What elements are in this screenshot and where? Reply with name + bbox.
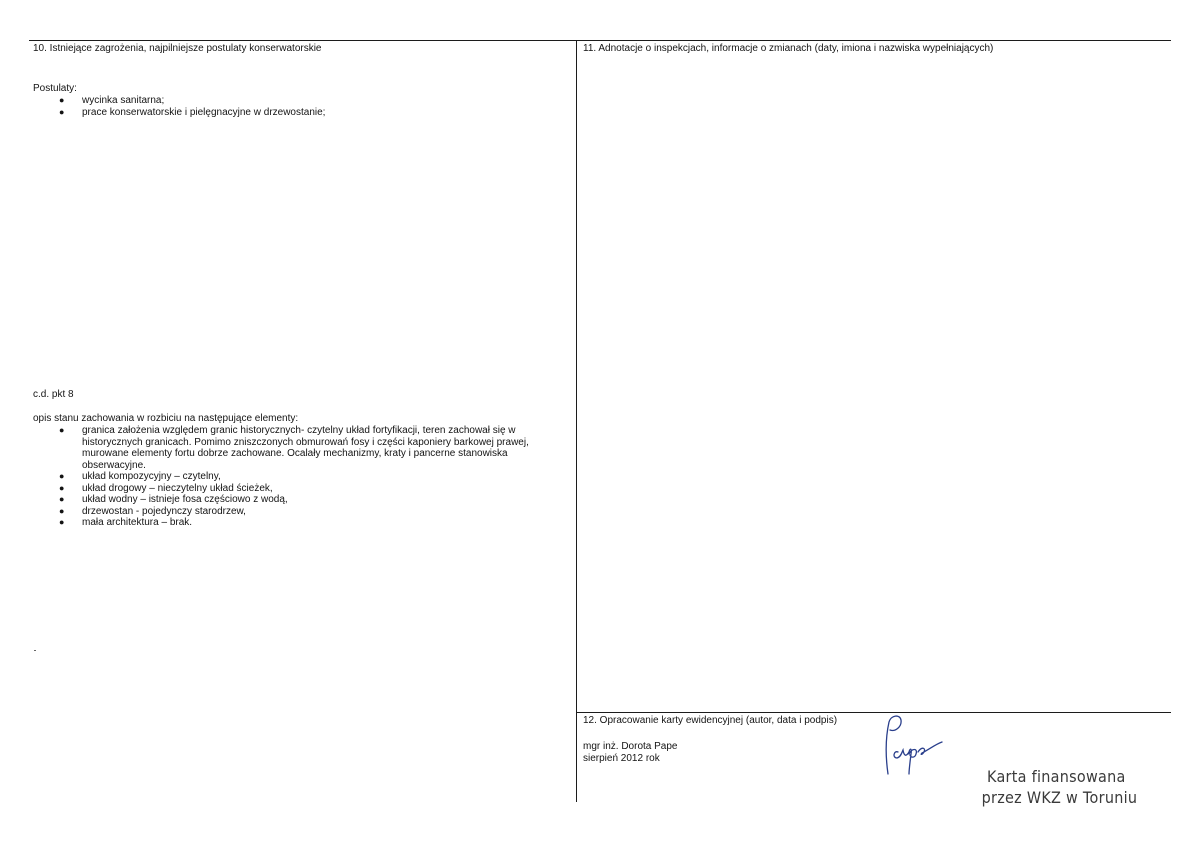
- section12-rule: [576, 712, 1171, 713]
- bullet-icon: ●: [59, 494, 65, 504]
- list-item-text: układ kompozycyjny – czytelny,: [82, 471, 221, 482]
- list-item: [55, 506, 570, 518]
- list-item-text: prace konserwatorskie i pielęgnacyjne w drzewostanie;: [82, 106, 326, 118]
- section10-header: 10. Istniejące zagrożenia, najpilniejsze postulaty konserwatorskie: [33, 43, 322, 54]
- list-item-text: układ drogowy – nieczytelny układ ścieżek,: [82, 482, 273, 494]
- scan-speck: [34, 650, 36, 651]
- list-item-text: mała architektura – brak.: [82, 517, 193, 528]
- list-item-text: wycinka sanitarna;: [82, 95, 165, 106]
- list-item: [55, 95, 565, 107]
- signature-image: [878, 712, 958, 778]
- author-date: sierpień 2012 rok: [583, 753, 660, 764]
- list-item: [55, 471, 570, 483]
- funding-stamp: [981, 766, 1138, 808]
- list-item-text: układ wodny – istnieje fosa częściowo z wodą,: [82, 494, 288, 505]
- bullet-icon: ●: [59, 517, 65, 527]
- top-rule: [29, 40, 1171, 41]
- postulaty-list: [55, 95, 565, 118]
- list-item-text: granica założenia względem granic historycznych- czytelny układ fortyfikacji, teren zachował się w historycznych granicach. Pomimo zniszczonych obmurowań fosy i części kaponiery barkowej prawej, murowane elementy fortu dobrze zachowane. Ocalały mechanizmy, kraty i pancerne stanowiska obserwacyjne.: [82, 425, 529, 471]
- list-item: [55, 107, 565, 119]
- bullet-icon: ●: [59, 425, 65, 435]
- elements-list: [55, 425, 570, 529]
- column-divider: [576, 40, 577, 802]
- list-item: [55, 517, 570, 529]
- bullet-icon: ●: [59, 505, 65, 516]
- author-name: mgr inż. Dorota Pape: [583, 741, 678, 752]
- list-item: [55, 494, 570, 506]
- list-item: [55, 425, 570, 471]
- stamp-line-2: przez WKZ w Toruniu: [981, 788, 1138, 807]
- bullet-icon: ●: [59, 106, 65, 117]
- list-item-text: drzewostan - pojedynczy starodrzew,: [82, 505, 246, 517]
- bullet-icon: ●: [59, 95, 65, 105]
- bullet-icon: ●: [59, 482, 65, 493]
- stamp-line-1: Karta finansowana: [987, 767, 1126, 786]
- opis-intro: opis stanu zachowania w rozbiciu na następujące elementy:: [33, 413, 299, 424]
- cd-label: c.d. pkt 8: [33, 389, 74, 400]
- bullet-icon: ●: [59, 471, 65, 481]
- section12-header: 12. Opracowanie karty ewidencyjnej (autor, data i podpis): [583, 715, 838, 726]
- section11-header: 11. Adnotacje o inspekcjach, informacje o zmianach (daty, imiona i nazwiska wypełniających): [583, 43, 994, 54]
- postulaty-label: Postulaty:: [33, 83, 77, 94]
- list-item: [55, 483, 570, 495]
